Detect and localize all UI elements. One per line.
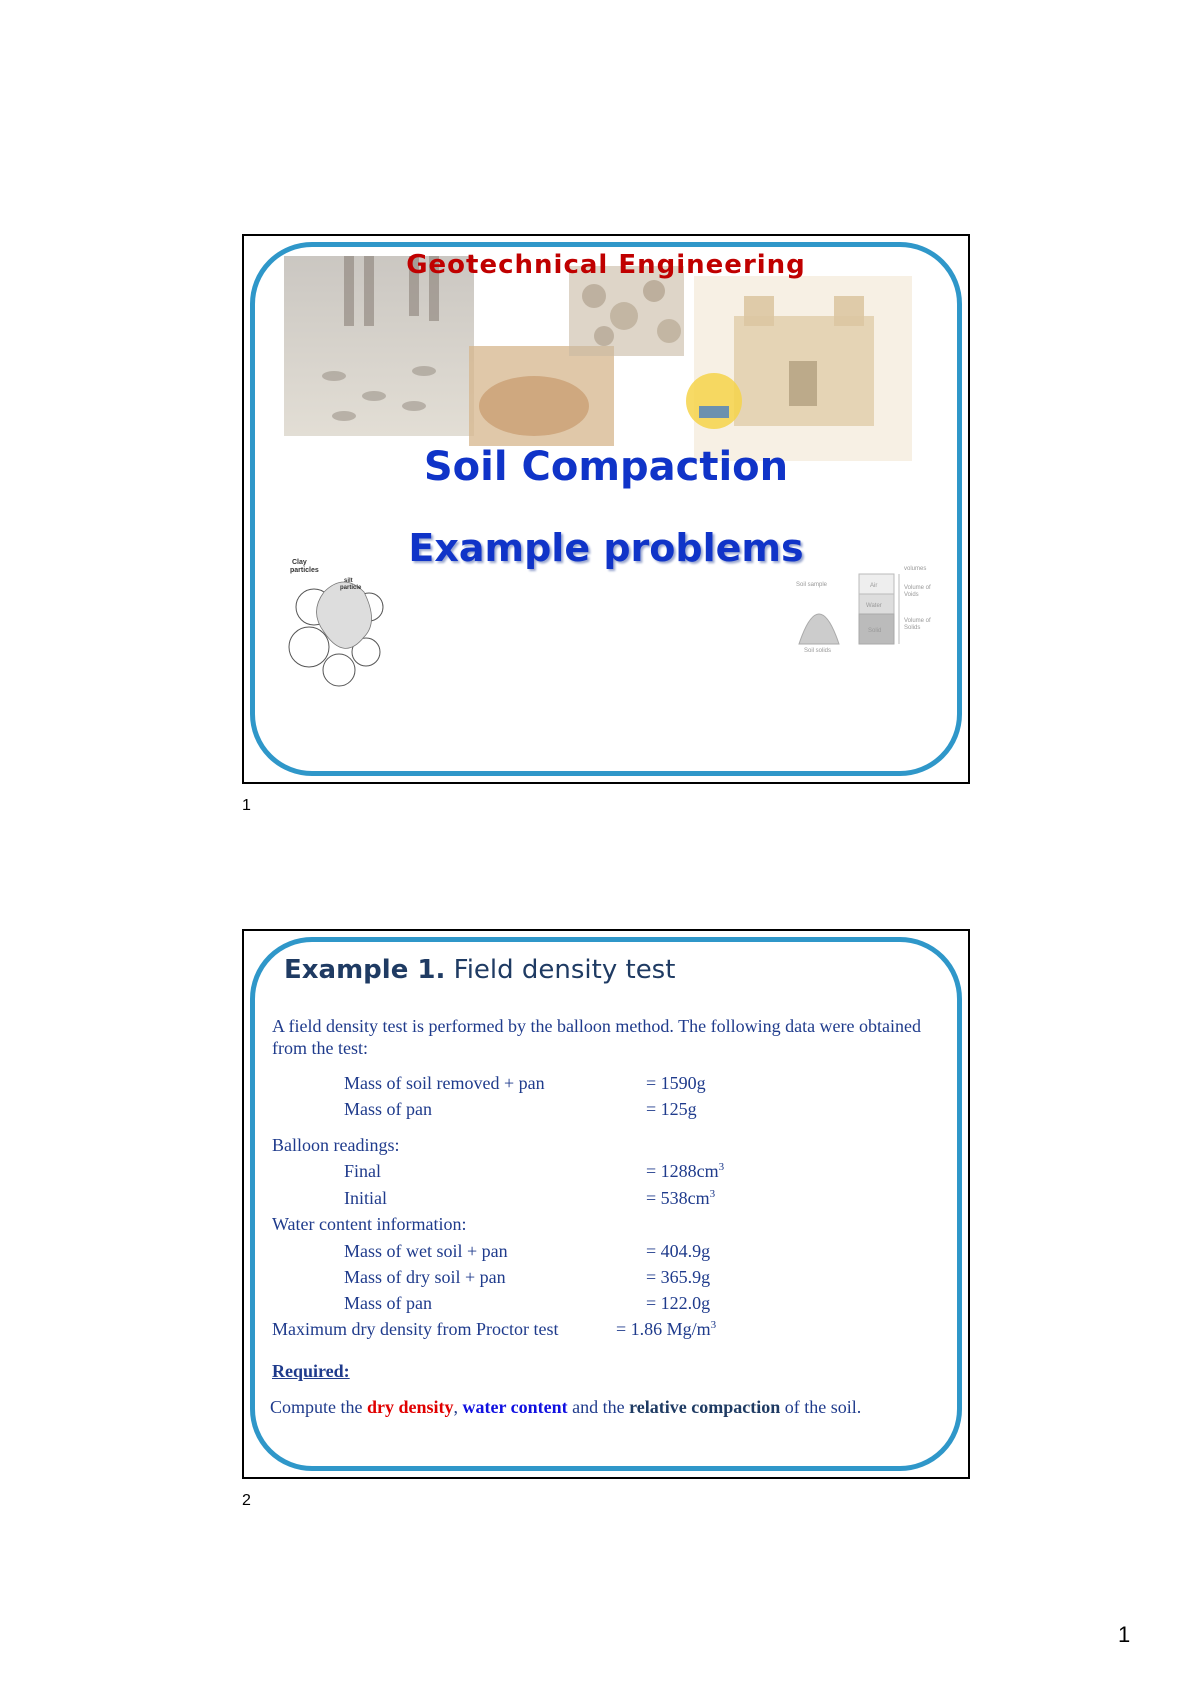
row-label: Mass of pan: [344, 1293, 432, 1313]
phase-soil-solids: Soil solids: [804, 648, 832, 654]
phase-volumes: volumes: [904, 566, 927, 572]
soil-photo-collage: [284, 256, 912, 461]
phase-voids-1: Volume of: [904, 585, 931, 591]
row-label: Mass of soil removed + pan: [344, 1073, 545, 1093]
row-value: = 125g: [646, 1099, 697, 1119]
row-value: = 404.9g: [646, 1241, 711, 1261]
soil-phase-diagram: [794, 564, 944, 654]
row-label: Maximum dry density from Proctor test: [272, 1319, 559, 1339]
row-value: = 365.9g: [646, 1267, 711, 1287]
example-subject: Field density test: [445, 955, 676, 985]
row-label: Mass of pan: [344, 1099, 432, 1119]
row-value: = 122.0g: [646, 1293, 711, 1313]
row-label: Mass of dry soil + pan: [344, 1267, 506, 1287]
relative-compaction-term: relative compaction: [629, 1397, 781, 1417]
clay-label: Clay: [292, 559, 307, 566]
phase-solid: Solid: [868, 628, 882, 634]
dry-density-term: dry density: [367, 1397, 454, 1417]
row-label: Final: [344, 1161, 382, 1181]
phase-air: Air: [870, 583, 878, 589]
row-value: = 1.86 $Mg/m^3$: [616, 1319, 717, 1339]
slide-number-1: 1: [242, 797, 251, 814]
silt-label: silt: [344, 578, 353, 584]
problem-statement: [272, 1015, 952, 1059]
row-value: = 1590g: [646, 1073, 706, 1093]
water-content-term: water content: [462, 1397, 568, 1417]
slide-subtitle: Example problems: [408, 526, 804, 570]
silt-label-2: particle: [340, 585, 362, 591]
row-value: = $538cm^3$: [646, 1188, 716, 1208]
row-label: Mass of wet soil + pan: [344, 1241, 508, 1261]
slide-2: [242, 929, 970, 1479]
row-label: Water content information:: [272, 1214, 467, 1234]
phase-voids-2: Voids: [904, 592, 919, 598]
task-statement: Compute the dry density, water content and the relative compaction of the soil.: [270, 1397, 862, 1417]
slide-title: Soil Compaction: [423, 444, 789, 490]
example-label: Example 1.: [284, 955, 446, 985]
page-number: 1: [1118, 1622, 1131, 1647]
required-heading: Required:: [272, 1361, 350, 1381]
phase-water: Water: [866, 603, 882, 609]
intro-text: A field density test is performed by the balloon method. The following data were obtained from the test:: [272, 1016, 922, 1058]
phase-solids-1: Volume of: [904, 618, 931, 624]
example-title: [284, 955, 675, 985]
clay-label-2: particles: [290, 567, 319, 574]
row-label: Initial: [344, 1188, 387, 1208]
slide-1: [242, 234, 970, 784]
phase-solids-2: Solids: [904, 625, 921, 631]
clay-silt-particles-diagram: [284, 552, 394, 687]
slide-number-2: 2: [242, 1492, 251, 1509]
row-label: Balloon readings:: [272, 1135, 400, 1155]
phase-soil-sample: Soil sample: [796, 582, 828, 588]
course-header: Geotechnical Engineering: [406, 250, 806, 280]
row-value: = $1288cm^3$: [646, 1161, 725, 1181]
